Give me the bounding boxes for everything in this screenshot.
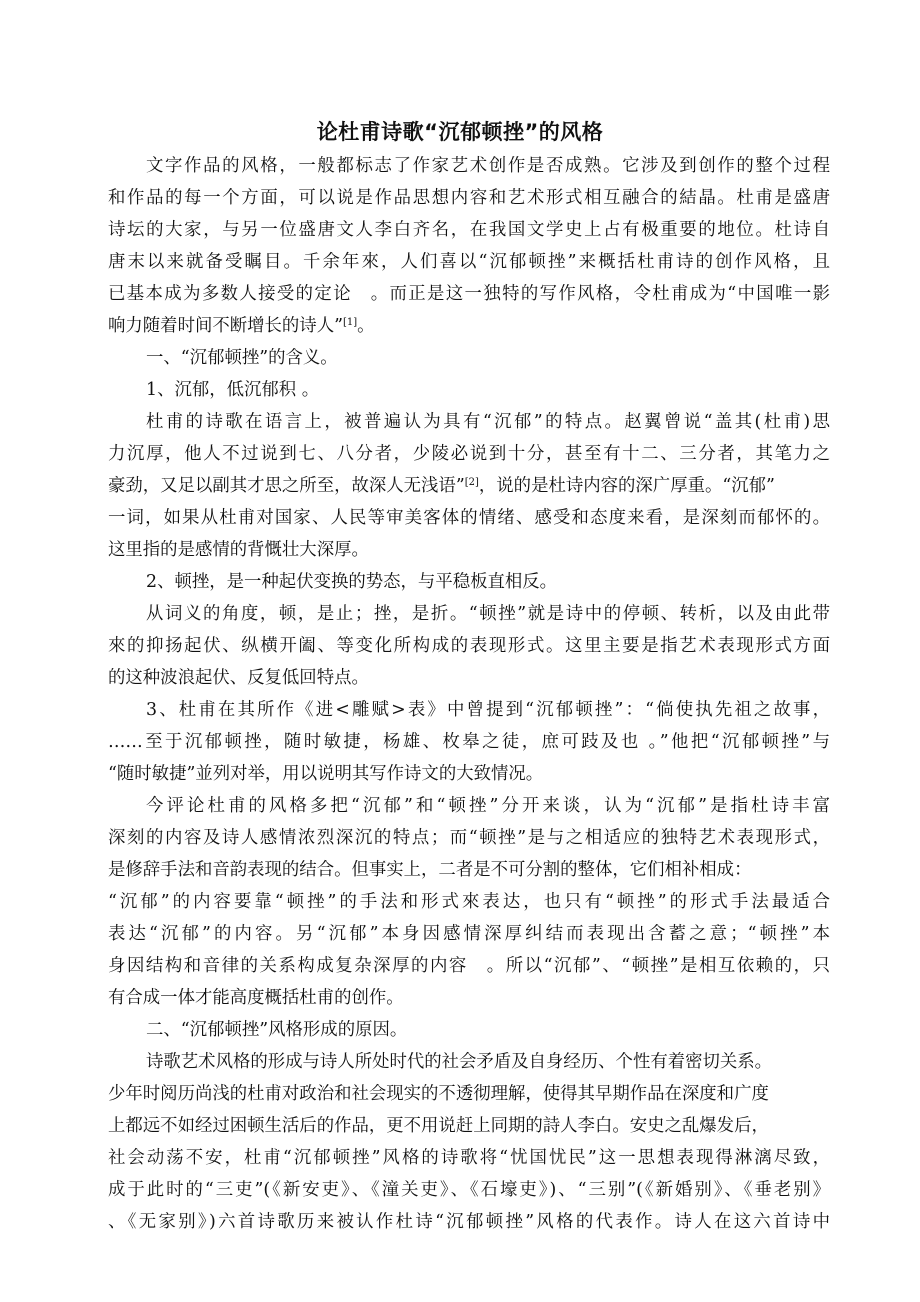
paragraph-line: 社会动荡不安，杜甫“沉郁顿挫”风格的诗歌将“忧国忧民”这一思想表现得淋漓尽致， <box>108 1148 830 1168</box>
paragraph-line: 的这种波浪起伏、反复低回特点。 <box>108 668 369 688</box>
paragraph-line: ……至于沉郁顿挫，随时敏捷，杨雄、枚皋之徒，庶可跂及也 。”他把“沉郁顿挫”与 <box>108 732 830 752</box>
paragraph-line: 从词义的角度，顿，是止；挫，是折。“顿挫”就是诗中的停顿、转析，以及由此带 <box>146 604 830 624</box>
subsection-heading: 2、顿挫，是一种起伏变换的势态，与平稳板直相反。 <box>146 572 558 592</box>
paragraph-line: 來的抑扬起伏、纵横开阖、等变化所构成的表现形式。这里主要是指艺术表现形式方面 <box>108 636 830 656</box>
citation-ref: [2] <box>464 477 479 488</box>
paragraph-line: 成于此时的“三吏”(《新安吏》、《潼关吏》、《石壕吏》)、“三别”(《新婚别》、《垂老别》 <box>108 1180 830 1200</box>
paragraph-line: 力沉厚，他人不过说到七、八分者，少陵必说到十分，甚至有十二、三分者，其笔力之 <box>108 444 830 464</box>
paragraph-line: 诗歌艺术风格的形成与诗人所处时代的社会矛盾及自身经历、个性有着密切关系。 <box>146 1052 773 1072</box>
paragraph-line: 、《无家别》)六首诗歌历来被认作杜诗“沉郁顿挫”风格的代表作。诗人在这六首诗中 <box>108 1212 830 1232</box>
paragraph-line: 和作品的每一个方面，可以说是作品思想内容和艺术形式相互融合的結晶。杜甫是盛唐 <box>108 188 830 208</box>
paragraph-line: 文字作品的风格，一般都标志了作家艺术创作是否成熟。它涉及到创作的整个过程 <box>146 156 830 176</box>
paragraph-line <box>108 310 830 342</box>
paragraph-line <box>108 470 830 502</box>
paragraph-line: “沉郁”的内容要靠“顿挫”的手法和形式來表达，也只有“顿挫”的形式手法最适合 <box>108 892 830 912</box>
section-heading: 二、“沉郁顿挫”风格形成的原因。 <box>146 1020 408 1040</box>
paragraph-line: 已基本成为多数人接受的定论 。而正是这一独特的写作风格，令杜甫成为“中国唯一影 <box>108 284 830 304</box>
paragraph-line: “随时敏捷”並列对举，用以说明其写作诗文的大致情况。 <box>108 764 544 784</box>
line-text-tail: 。 <box>357 316 375 336</box>
paragraph-line: 一词，如果从杜甫对国家、人民等审美客体的情绪、感受和态度来看，是深刻而郁怀的。 <box>108 508 830 528</box>
paragraph-line: 深刻的内容及诗人感情浓烈深沉的特点；而“顿挫”是与之相适应的独特艺术表现形式， <box>108 828 830 848</box>
paragraph-line: 诗坛的大家，与另一位盛唐文人李白齐名，在我国文学史上占有极重要的地位。杜诗自 <box>108 220 830 240</box>
subsection-heading: 1、沉郁，低沉郁积 。 <box>146 380 320 400</box>
line-text-tail: ，说的是杜诗内容的深广厚重。“沉郁” <box>478 476 775 496</box>
paragraph-line: 身因结构和音律的关系构成复杂深厚的内容 。所以“沉郁”、“顿挫”是相互依赖的，只 <box>108 956 830 976</box>
paragraph-line: 杜甫的诗歌在语言上，被普遍认为具有“沉郁”的特点。赵翼曾说“盖其(杜甫)思 <box>146 412 830 432</box>
section-heading: 一、“沉郁顿挫”的含义。 <box>146 348 338 368</box>
paragraph-line: 今评论杜甫的风格多把“沉郁”和“顿挫”分开来谈，认为“沉郁”是指杜诗丰富 <box>146 796 830 816</box>
paragraph-line: 这里指的是感情的背慨壮大深厚。 <box>108 540 369 560</box>
paragraph-line: 少年时阅历尚浅的杜甫对政治和社会现实的不透彻理解，使得其早期作品在深度和广度 <box>108 1084 769 1104</box>
paragraph-line: 是修辞手法和音韵表现的结合。但事实上，二者是不可分割的整体，它们相补相成： <box>108 860 752 880</box>
citation-ref: [1] <box>342 317 358 328</box>
paragraph-line: 上都远不如经过困顿生活后的作品，更不用说赶上同期的詩人李白。安史之乱爆发后， <box>108 1116 769 1136</box>
paragraph-line: 表达“沉郁”的内容。另“沉郁”本身因感情深厚纠结而表现出含蓄之意；“顿挫”本 <box>108 924 830 944</box>
line-text: 响力随着时间不断增长的诗人” <box>108 316 343 336</box>
line-text: 豪劲，又足以副其才思之所至，故深人无浅语” <box>108 476 465 496</box>
page-title: 论杜甫诗歌“沉郁顿挫”的风格 <box>316 120 604 144</box>
paragraph-line: 3、杜甫在其所作《进<雕赋>表》中曾提到“沉郁顿挫”：“倘使执先祖之故事， <box>146 700 830 720</box>
paragraph-line: 有合成一体才能高度概括杜甫的创作。 <box>108 988 404 1008</box>
paragraph-line: 唐末以来就备受瞩目。千余年來，人们喜以“沉郁顿挫”来概括杜甫诗的创作风格，且 <box>108 252 830 272</box>
